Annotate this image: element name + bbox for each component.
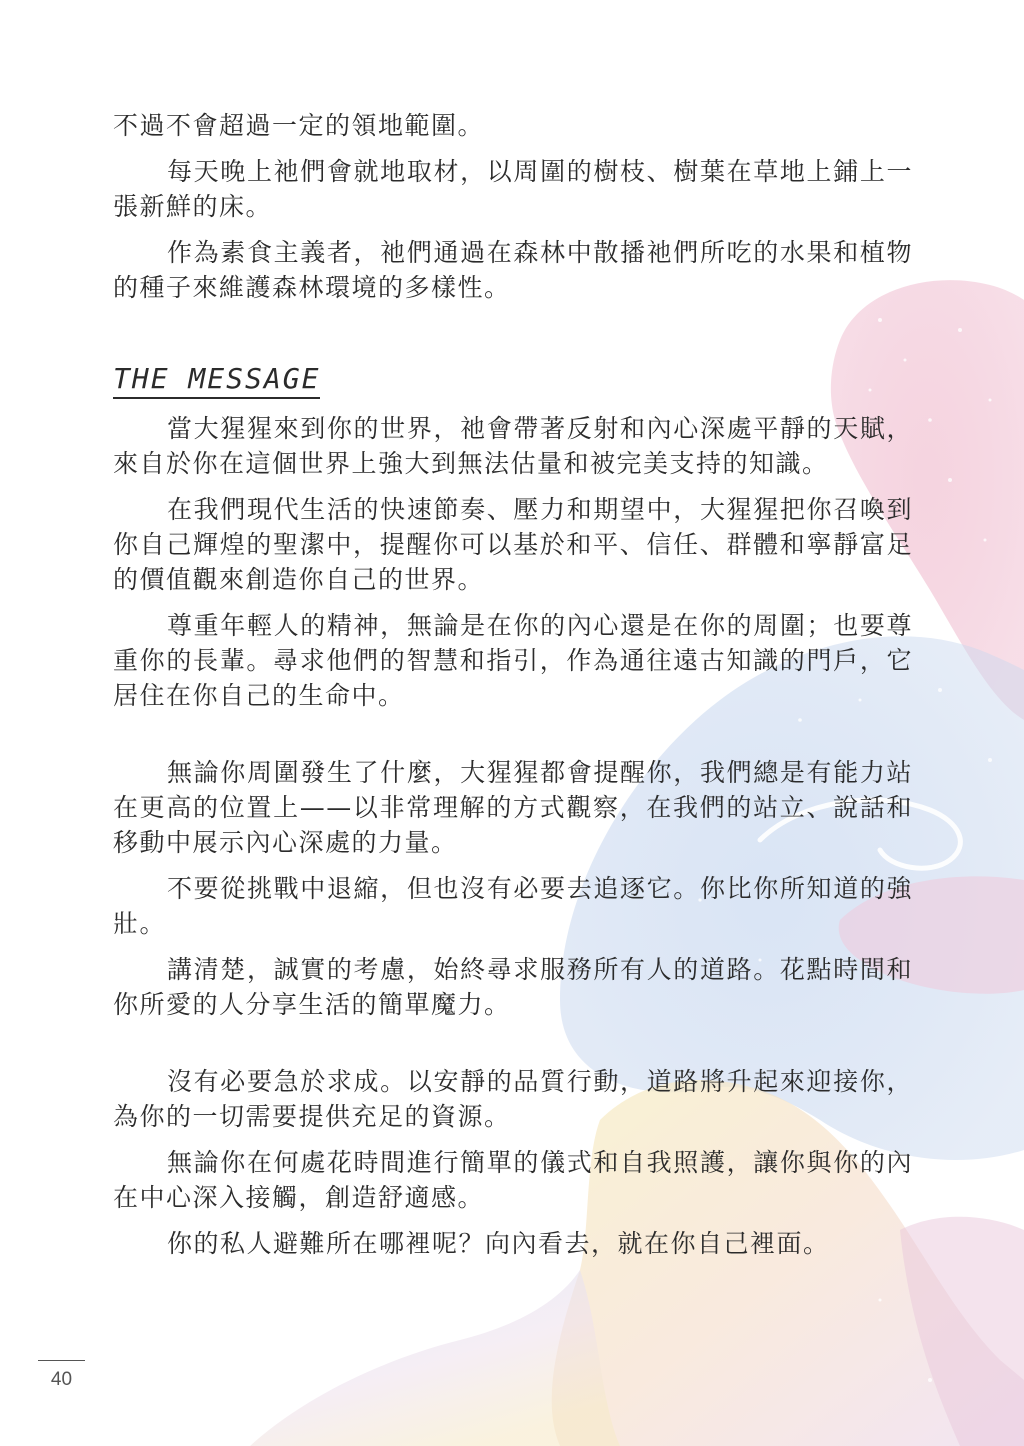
page-content [113,108,913,1261]
page-footer [38,1360,85,1391]
message-paragraph-3: 尊重年輕人的精神，無論是在你的內心還是在你的周圍；也要尊重你的長輩。尋求他們的智慧和指引，作為通往遠古知識的門戶，它居住在你自己的生命中。 [113,611,913,710]
message-paragraph-1: 當大猩猩來到你的世界，祂會帶著反射和內心深處平靜的天賦，來自於你在這個世界上強大到無法估量和被完美支持的知識。 [113,414,913,478]
paragraph-gap [113,713,913,755]
intro-paragraph-1: 不過不會超過一定的領地範圍。 [113,111,485,140]
page-number-rule [38,1360,85,1361]
message-paragraph-6: 講清楚，誠實的考慮，始終尋求服務所有人的道路。花點時間和你所愛的人分享生活的簡單魔力。 [113,955,913,1019]
paragraph-gap [113,1022,913,1064]
message-paragraph-7: 沒有必要急於求成。以安靜的品質行動，道路將升起來迎接你，為你的一切需要提供充足的資源。 [113,1067,913,1131]
message-paragraph-2: 在我們現代生活的快速節奏、壓力和期望中，大猩猩把你召喚到你自己輝煌的聖潔中，提醒你可以基於和平、信任、群體和寧靜富足的價值觀來創造你自己的世界。 [113,495,913,594]
message-paragraph-9: 你的私人避難所在哪裡呢？向內看去，就在你自己裡面。 [167,1229,830,1258]
page-number: 40 [50,1369,73,1390]
intro-paragraph-3: 作為素食主義者，祂們通過在森林中散播祂們所吃的水果和植物的種子來維護森林環境的多樣性。 [113,238,913,302]
message-paragraph-8: 無論你在何處花時間進行簡單的儀式和自我照護，讓你與你的內在中心深入接觸，創造舒適感。 [113,1148,913,1212]
message-paragraph-4: 無論你周圍發生了什麼，大猩猩都會提醒你，我們總是有能力站在更高的位置上——以非常理解的方式觀察，在我們的站立、說話和移動中展示內心深處的力量。 [113,758,913,857]
section-title-the-message: THE MESSAGE [113,361,320,399]
intro-paragraph-2: 每天晚上祂們會就地取材，以周圍的樹枝、樹葉在草地上鋪上一張新鮮的床。 [113,157,913,221]
message-paragraph-5: 不要從挑戰中退縮，但也沒有必要去追逐它。你比你所知道的強壯。 [113,874,913,938]
lower-wash-shape [250,1270,620,1446]
